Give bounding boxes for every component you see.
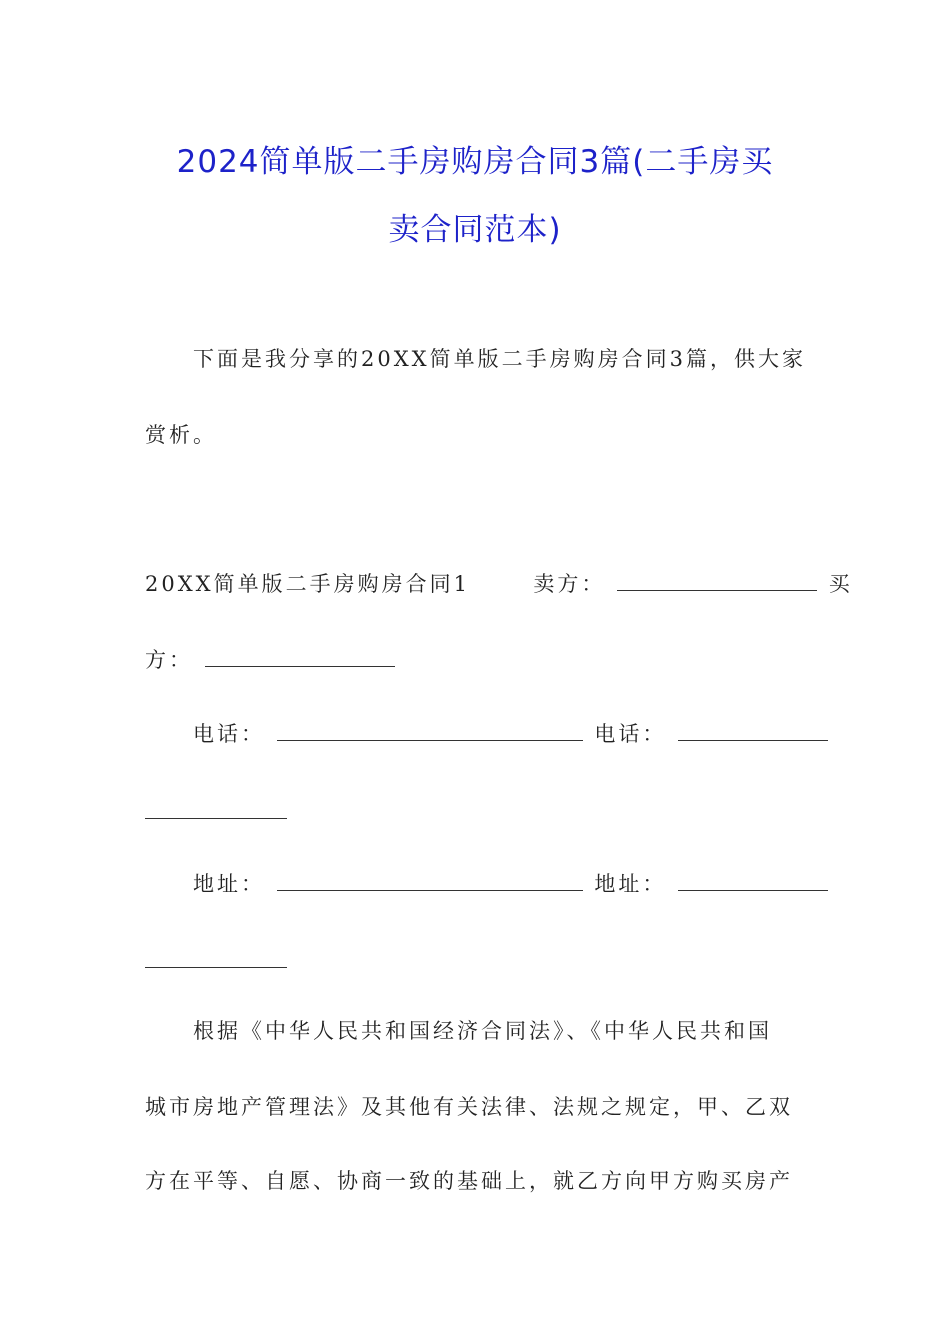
seller-label: 卖方： — [533, 572, 606, 596]
buyer-label-part2: 方： — [145, 648, 193, 672]
contract-heading: 20XX简单版二手房购房合同1 — [145, 572, 470, 596]
seller-address-label: 地址： — [193, 872, 265, 896]
buyer-phone-blank[interactable] — [678, 718, 828, 741]
seller-phone-blank[interactable] — [277, 718, 583, 741]
buyer-address-blank[interactable] — [678, 868, 828, 891]
document-title-line2: 卖合同范本) — [388, 212, 562, 248]
document-title-line1: 2024简单版二手房购房合同3篇(二手房买 — [176, 144, 774, 180]
buyer-row — [145, 644, 397, 675]
buyer-address-blank-continued[interactable] — [145, 966, 287, 968]
intro-paragraph-line1: 下面是我分享的20XX简单版二手房购房合同3篇，供大家 — [193, 347, 806, 371]
buyer-label-part1: 买 — [828, 572, 853, 596]
seller-blank[interactable] — [617, 568, 817, 591]
phone-row — [193, 718, 830, 749]
intro-paragraph-line2: 赏析。 — [145, 423, 217, 447]
seller-address-blank[interactable] — [277, 868, 583, 891]
seller-phone-label: 电话： — [193, 722, 265, 746]
body-paragraph-line1: 根据《中华人民共和国经济合同法》、《中华人民共和国 — [193, 1019, 772, 1043]
buyer-blank[interactable] — [205, 644, 395, 667]
buyer-address-label: 地址： — [594, 872, 667, 896]
body-paragraph-line3: 方在平等、自愿、协商一致的基础上，就乙方向甲方购买房产 — [145, 1169, 793, 1193]
buyer-phone-blank-continued[interactable] — [145, 817, 287, 819]
buyer-phone-label: 电话： — [594, 722, 667, 746]
contract-header-row — [145, 568, 853, 599]
address-row — [193, 868, 830, 899]
body-paragraph-line2: 城市房地产管理法》及其他有关法律、法规之规定，甲、乙双 — [145, 1095, 793, 1119]
